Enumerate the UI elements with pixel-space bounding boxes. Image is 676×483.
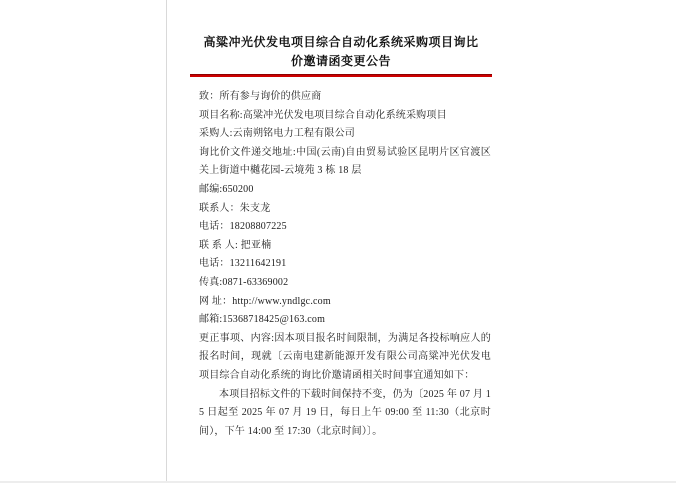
document-title-line-1: 高粱冲光伏发电项目综合自动化系统采购项目询比 — [203, 35, 479, 49]
page-left-border — [166, 0, 167, 483]
document-body — [190, 88, 492, 441]
document-paragraph: 电话：18208807225 — [199, 221, 287, 233]
document-paragraph: 联 系 人: 把亚楠 — [199, 239, 272, 251]
document-paragraph: 传真:0871-63369002 — [199, 276, 289, 288]
document-paragraph: 致：所有参与询价的供应商 — [199, 91, 322, 102]
document-page — [190, 33, 492, 441]
document-paragraph: 联系人：朱支龙 — [199, 202, 271, 214]
title-underline-rule — [190, 74, 492, 77]
document-paragraph: 电话：13211642191 — [199, 258, 287, 270]
document-paragraph: 采购人:云南朔铭电力工程有限公司 — [199, 128, 355, 140]
document-paragraph: 更正事项、内容:因本项目报名时间限制，为满足各投标响应人的报名时间，现就〔云南电建新能源开发有限公司高粱冲光伏发电项目综合自动化系统的询比价邀请函相关时间事宜通知如下： — [199, 332, 491, 381]
document-paragraph: 邮箱:15368718425@163.com — [199, 314, 326, 326]
document-paragraph: 项目名称:高粱冲光伏发电项目综合自动化系统采购项目 — [199, 109, 447, 121]
document-title-line-2: 价邀请函变更公告 — [290, 54, 391, 68]
document-paragraph: 询比价文件递交地址:中国(云南)自由贸易试验区昆明片区官渡区关上街道中樾花园-云境苑 3 栋 18 层 — [199, 146, 491, 177]
document-paragraph: 邮编:650200 — [199, 183, 254, 195]
document-paragraph: 本项目招标文件的下载时间保持不变，仍为〔2025 年 07 月 15 日起至 2025 年 07 月 19 日，每日上午 09:00 至 11:30（北京时间），下午 14:00 至 17:30（北京时间）〕。 — [199, 388, 491, 437]
document-paragraph: 网 址：http://www.yndlgc.com — [199, 295, 331, 307]
